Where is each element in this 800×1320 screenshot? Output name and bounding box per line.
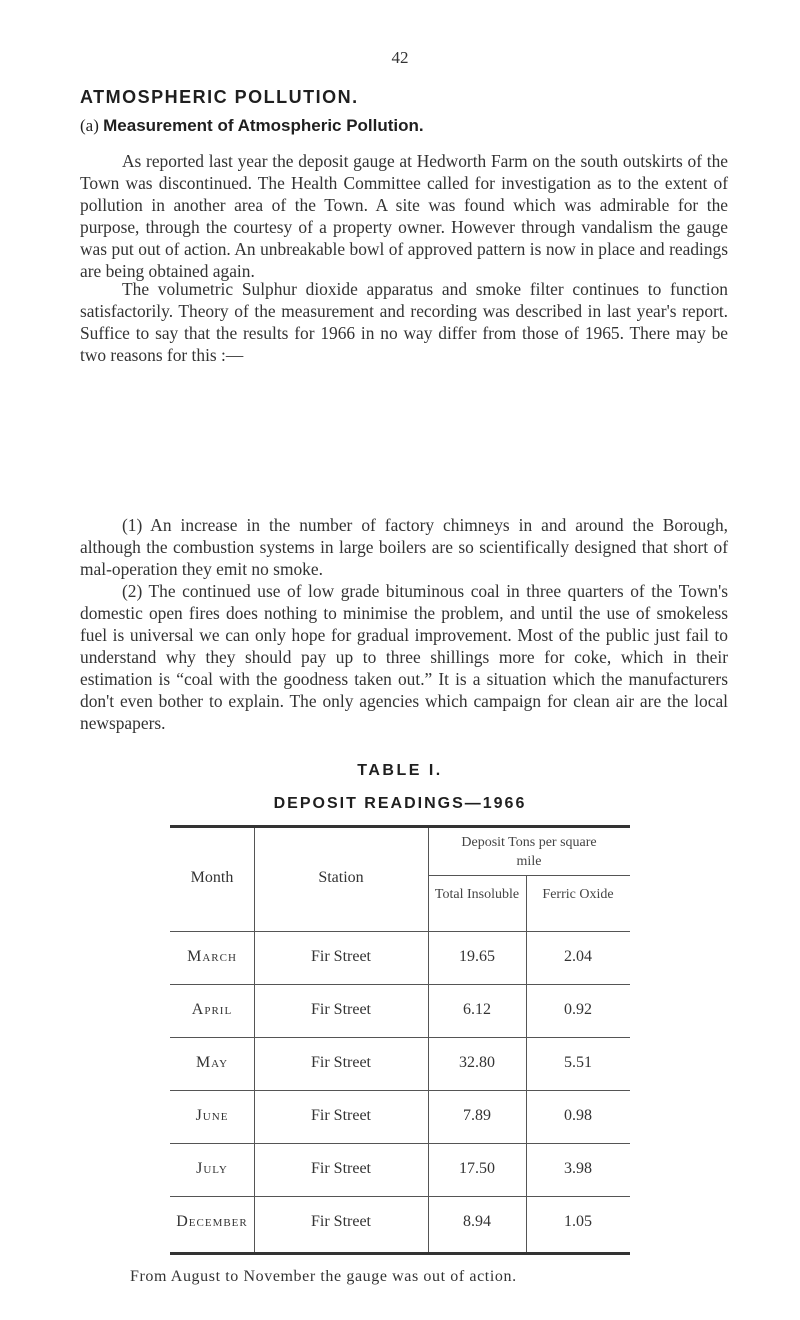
table-top-rule bbox=[170, 825, 630, 828]
reason-item-2: (2) The continued use of low grade bituminous coal in three quarters of the Town's domestic open fires does nothing to minimise the problem, and until the use of smokeless fuel is universal we can only hope for gradual improvement. Most of the public just fail to understand why they should pay up to three shillings more for coke, which in their estimation is “coal with the goodness taken out.” It is a situation which the manufacturers don't even bother to explain. The only agencies which campaign for clean air are the local newspapers. bbox=[80, 581, 728, 733]
row-rule bbox=[170, 984, 630, 985]
paragraph: As reported last year the deposit gauge at Hedworth Farm on the south outskirts of the Town was discontinued. The Health Committee called for investigation as to the extent of pollution in another area of the Town. A site was found which was admirable for the purpose, through the courtesy of a property owner. However through vandalism the gauge was put out of action. An unbreakable bowl of approved pattern is now in place and readings are being obtained again. bbox=[80, 151, 728, 281]
table-footnote: From August to November the gauge was out of action. bbox=[130, 1268, 517, 1285]
paragraph-gauge-report bbox=[80, 150, 728, 282]
paragraph: The volumetric Sulphur dioxide apparatus and smoke filter continues to function satisfactorily. Theory of the measurement and recording was described in last year's report. Suffice to say that the results for 1966 in no way differ from those of 1965. There may be two reasons for this :— bbox=[80, 279, 728, 365]
cell-station: Fir Street bbox=[311, 1001, 371, 1018]
table-title: TABLE I. bbox=[357, 762, 443, 779]
header-month: Month bbox=[190, 869, 234, 886]
row-rule bbox=[170, 1143, 630, 1144]
cell-ferric-oxide: 0.98 bbox=[564, 1107, 592, 1124]
row-rule bbox=[170, 1196, 630, 1197]
cell-month: June bbox=[195, 1107, 229, 1124]
cell-ferric-oxide: 1.05 bbox=[564, 1213, 592, 1230]
cell-station: Fir Street bbox=[311, 1213, 371, 1230]
cell-total-insoluble: 19.65 bbox=[459, 948, 495, 965]
cell-station: Fir Street bbox=[311, 1107, 371, 1124]
header-station: Station bbox=[318, 869, 364, 886]
reason-item-1: (1) An increase in the number of factory chimneys in and around the Borough, although the combustion systems in large boilers are so scientifically designed that short of mal-operation they emit no smoke. bbox=[80, 515, 728, 579]
header-rule bbox=[170, 931, 630, 932]
column-divider bbox=[428, 828, 429, 1252]
cell-total-insoluble: 32.80 bbox=[459, 1054, 495, 1071]
table-subtitle: DEPOSIT READINGS—1966 bbox=[273, 795, 527, 812]
reasons-list bbox=[80, 514, 728, 734]
cell-ferric-oxide: 3.98 bbox=[564, 1160, 592, 1177]
subsection-title: Measurement of Atmospheric Pollution. bbox=[103, 116, 424, 135]
cell-month: March bbox=[187, 948, 237, 965]
page-number: 42 bbox=[391, 48, 409, 67]
paragraph-sulphur-dioxide bbox=[80, 278, 728, 366]
header-total-insoluble: Total Insoluble bbox=[434, 887, 520, 902]
subsection-marker: (a) bbox=[80, 116, 99, 135]
row-rule bbox=[170, 1090, 630, 1091]
cell-ferric-oxide: 2.04 bbox=[564, 948, 592, 965]
cell-month: July bbox=[196, 1160, 228, 1177]
header-ferric-oxide: Ferric Oxide bbox=[542, 887, 614, 902]
cell-total-insoluble: 7.89 bbox=[463, 1107, 491, 1124]
cell-month: December bbox=[176, 1213, 248, 1230]
header-deposit-group: Deposit Tons per square mile bbox=[461, 835, 597, 869]
column-divider bbox=[254, 828, 255, 1252]
cell-total-insoluble: 6.12 bbox=[463, 1001, 491, 1018]
row-rule bbox=[170, 1037, 630, 1038]
cell-total-insoluble: 8.94 bbox=[463, 1213, 491, 1230]
cell-total-insoluble: 17.50 bbox=[459, 1160, 495, 1177]
subsection-heading bbox=[80, 116, 424, 136]
cell-station: Fir Street bbox=[311, 1054, 371, 1071]
cell-station: Fir Street bbox=[311, 948, 371, 965]
cell-month: May bbox=[195, 1054, 229, 1071]
cell-station: Fir Street bbox=[311, 1160, 371, 1177]
cell-ferric-oxide: 0.92 bbox=[564, 1001, 592, 1018]
table-bottom-rule bbox=[170, 1252, 630, 1255]
cell-month: April bbox=[191, 1001, 233, 1018]
cell-ferric-oxide: 5.51 bbox=[564, 1054, 592, 1071]
section-title: ATMOSPHERIC POLLUTION. bbox=[80, 87, 359, 107]
deposit-readings-table bbox=[170, 825, 630, 1259]
group-header-rule bbox=[428, 875, 630, 876]
